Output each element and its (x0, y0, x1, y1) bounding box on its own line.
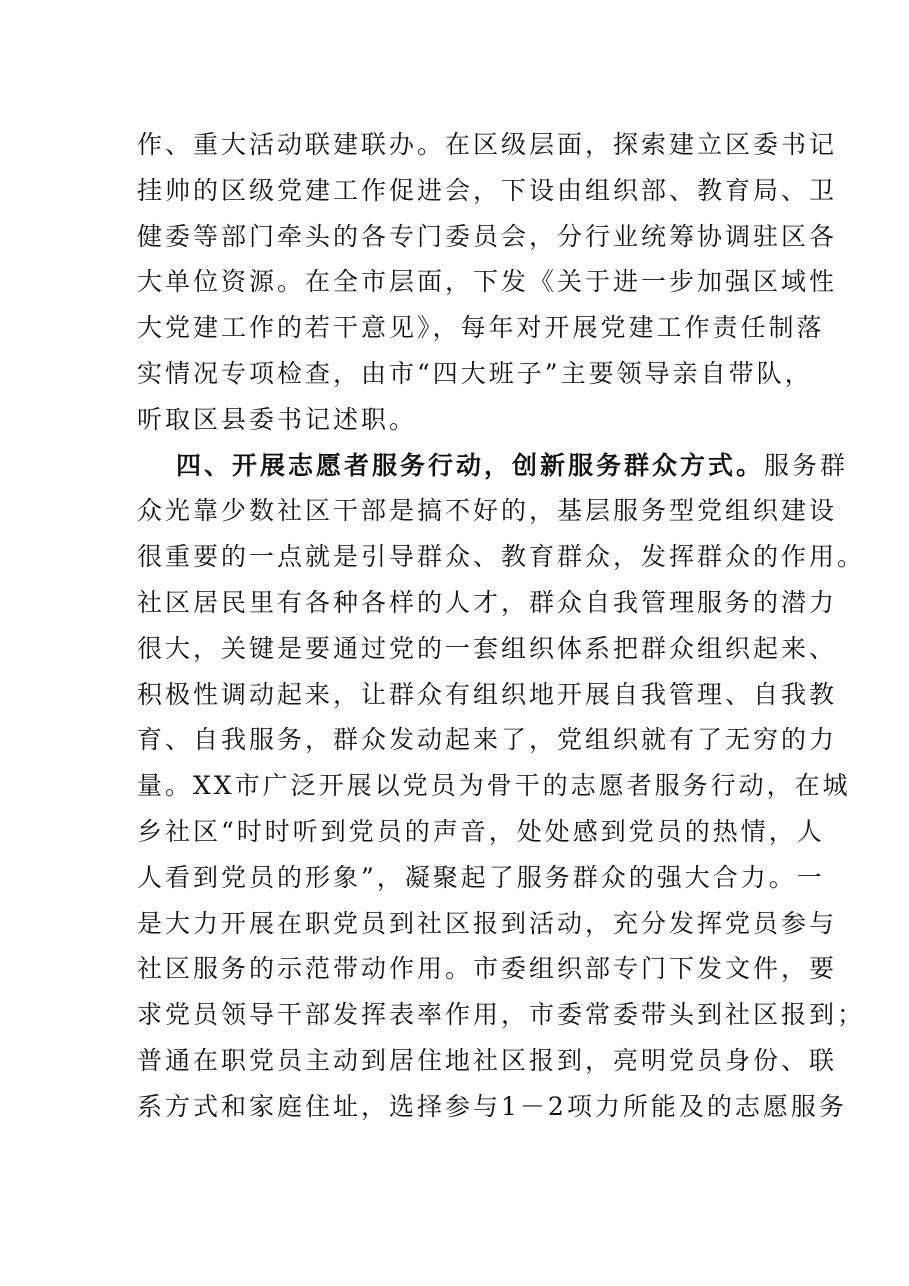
text-line: 很大，关键是要通过党的一套组织体系把群众组织起来、 (137, 633, 838, 663)
text-line: 大单位资源。在全市层面，下发《关于进一步加强区域性 (137, 267, 838, 297)
text-line: 普通在职党员主动到居住地社区报到，亮明党员身份、联 (137, 1045, 838, 1075)
text-line: 系方式和家庭住址，选择参与1－2项力所能及的志愿服务 (137, 1091, 847, 1121)
document-body (137, 122, 866, 1130)
text-line: 育、自我服务，群众发动起来了，党组织就有了无穷的力 (137, 725, 838, 755)
text-line: 社区居民里有各种各样的人才，群众自我管理服务的潜力 (137, 587, 838, 617)
text-line: 量。XX市广泛开展以党员为骨干的志愿者服务行动，在城 (137, 771, 851, 801)
text-line: 乡社区“时时听到党员的声音，处处感到党员的热情，人 (137, 816, 825, 846)
text-line: 挂帅的区级党建工作促进会，下设由组织部、教育局、卫 (137, 175, 838, 205)
text-line: 健委等部门牵头的各专门委员会，分行业统筹协调驻区各 (137, 221, 838, 251)
text-line: 人看到党员的形象”，凝聚起了服务群众的强大合力。一 (137, 862, 825, 892)
text-line: 实情况专项检查，由市“四大班子”主要领导亲自带队， (137, 358, 813, 388)
text-line: 社区服务的示范带动作用。市委组织部专门下发文件，要 (137, 954, 838, 984)
text-line: 听取区县委书记述职。 (137, 404, 418, 434)
text-line: 很重要的一点就是引导群众、教育群众，发挥群众的作用。 (137, 542, 866, 572)
text-line: 大党建工作的若干意见》，每年对开展党建工作责任制落 (137, 313, 825, 343)
text-line: 作、重大活动联建联办。在区级层面，探索建立区委书记 (137, 130, 838, 159)
section-first-line-text: 服务群 (764, 450, 849, 480)
text-line: 求党员领导干部发挥表率作用，市委常委带头到社区报到； (137, 1000, 866, 1030)
text-line: 众光靠少数社区干部是搞不好的，基层服务型党组织建设 (137, 496, 838, 526)
section-four-first-line (137, 443, 849, 489)
text-line: 积极性调动起来，让群众有组织地开展自我管理、自我教 (137, 679, 838, 709)
text-line: 是大力开展在职党员到社区报到活动，充分发挥党员参与 (137, 908, 838, 938)
section-heading: 四、开展志愿者服务行动，创新服务群众方式。 (176, 450, 765, 480)
